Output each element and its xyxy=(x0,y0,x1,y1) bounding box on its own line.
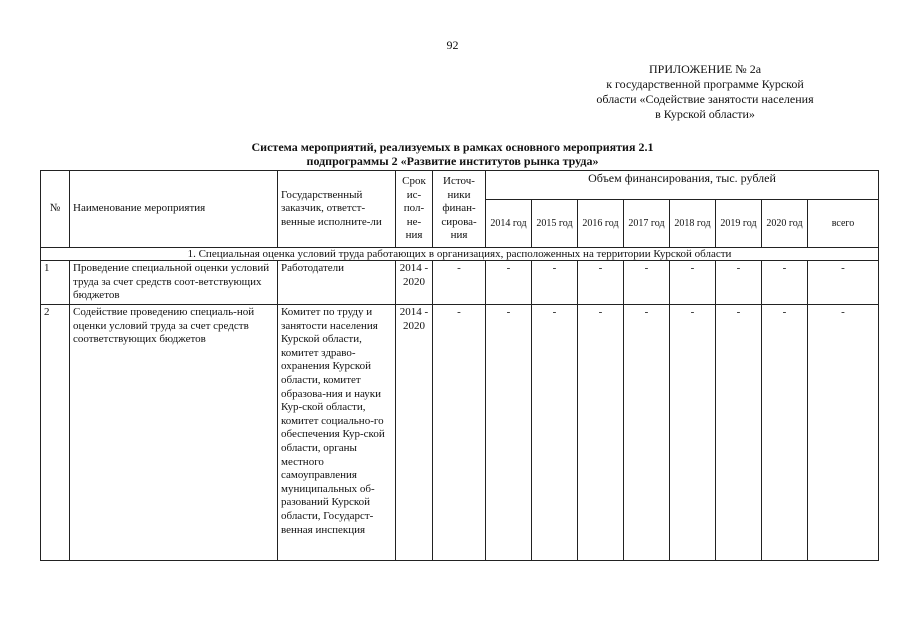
measures-table xyxy=(40,170,879,561)
row-customer: Работодатели xyxy=(278,261,396,305)
row-value-2016: - xyxy=(578,305,624,561)
appendix-line-1: ПРИЛОЖЕНИЕ № 2а xyxy=(648,62,762,76)
row-value-2015: - xyxy=(532,261,578,305)
row-num: 1 xyxy=(41,261,70,305)
row-value-2019: - xyxy=(716,261,762,305)
title-line-1: Система мероприятий, реализуемых в рамках основного мероприятия 2.1 xyxy=(251,140,654,154)
row-value-2014: - xyxy=(486,305,532,561)
header-name: Наименование мероприятия xyxy=(70,171,278,248)
row-value-total: - xyxy=(808,261,879,305)
row-name: Содействие проведению специаль-ной оценки условий труда за счет средств соответствующих бюджетов xyxy=(70,305,278,561)
row-value-2019: - xyxy=(716,305,762,561)
row-customer: Комитет по труду и занятости населения Курской области, комитет здраво-охранения Курской области, комитет образова-ния и науки Кур-ской области, комитет социально-го обеспечения Кур-ской области, органы местного самоуправления муниципальных об-разований Курской области, Государст-венная инспекция xyxy=(278,305,396,561)
appendix-line-4: в Курской области» xyxy=(655,107,755,121)
header-num: № xyxy=(41,171,70,248)
row-value-2020: - xyxy=(762,305,808,561)
row-value-total: - xyxy=(808,305,879,561)
document-title xyxy=(0,140,905,168)
row-value-2017: - xyxy=(624,261,670,305)
row-value-2016: - xyxy=(578,261,624,305)
header-year-2014: 2014 год xyxy=(486,200,532,248)
row-value-2018: - xyxy=(670,261,716,305)
row-value-2015: - xyxy=(532,305,578,561)
row-value-2018: - xyxy=(670,305,716,561)
row-value-2017: - xyxy=(624,305,670,561)
appendix-header xyxy=(560,62,850,122)
section-title: 1. Специальная оценка условий труда работающих в организациях, расположенных на территории Курской области xyxy=(41,248,879,261)
row-term: 2014 - 2020 xyxy=(396,261,433,305)
header-sources: Источ-ники финан-сирова-ния xyxy=(433,171,486,248)
row-sources: - xyxy=(433,305,486,561)
header-funding: Объем финансирования, тыс. рублей xyxy=(486,171,879,200)
title-line-2: подпрограммы 2 «Развитие институтов рынка труда» xyxy=(306,154,599,168)
row-value-2020: - xyxy=(762,261,808,305)
row-num: 2 xyxy=(41,305,70,561)
table-row xyxy=(41,305,879,561)
header-year-2019: 2019 год xyxy=(716,200,762,248)
row-sources: - xyxy=(433,261,486,305)
header-customer: Государственный заказчик, ответст-венные исполните-ли xyxy=(278,171,396,248)
row-name: Проведение специальной оценки условий труда за счет средств соот-ветствующих бюджетов xyxy=(70,261,278,305)
header-year-2020: 2020 год xyxy=(762,200,808,248)
appendix-line-2: к государственной программе Курской xyxy=(606,77,804,91)
header-year-2017: 2017 год xyxy=(624,200,670,248)
row-term: 2014 - 2020 xyxy=(396,305,433,561)
header-term: Срок ис-пол-не-ния xyxy=(396,171,433,248)
header-year-2016: 2016 год xyxy=(578,200,624,248)
header-total: всего xyxy=(808,200,879,248)
header-year-2015: 2015 год xyxy=(532,200,578,248)
row-value-2014: - xyxy=(486,261,532,305)
appendix-line-3: области «Содействие занятости населения xyxy=(596,92,814,106)
page-number: 92 xyxy=(446,38,459,52)
header-year-2018: 2018 год xyxy=(670,200,716,248)
table-row xyxy=(41,261,879,305)
